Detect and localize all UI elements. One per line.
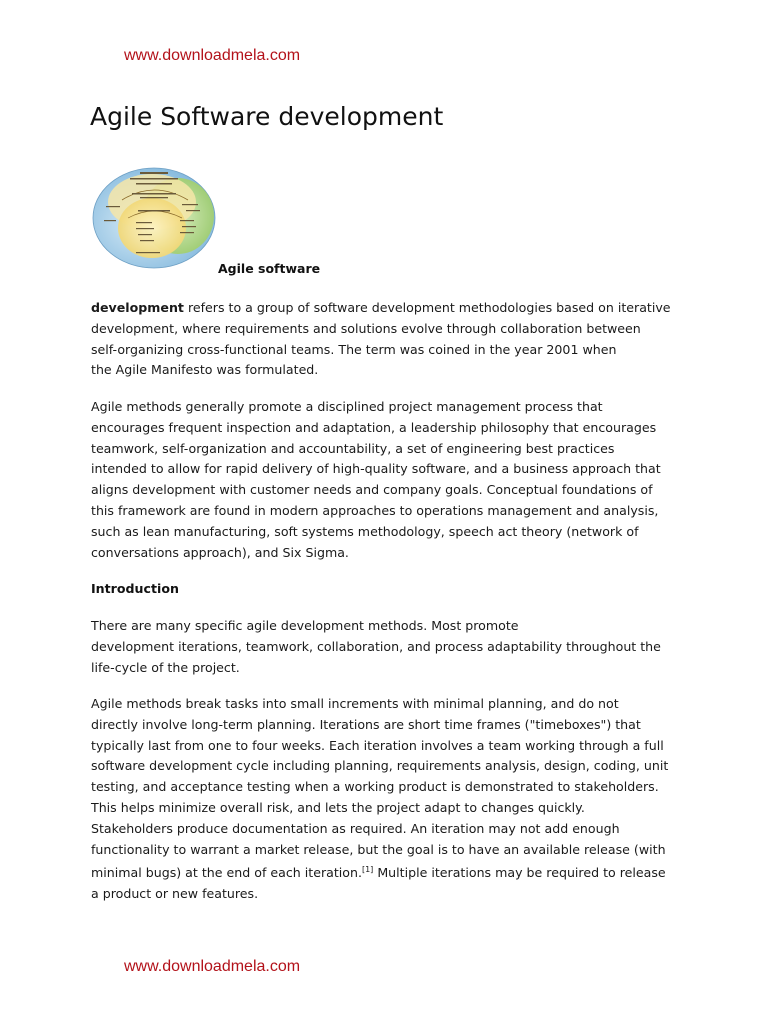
text-line: There are many specific agile development methods. Most promote	[91, 618, 519, 633]
text-line: Agile methods break tasks into small increments with minimal planning, and do not	[91, 696, 619, 711]
paragraph-methods	[91, 397, 681, 563]
text-line: conversations approach), and Six Sigma.	[91, 544, 349, 560]
footer-site-link[interactable]: www.downloadmela.com	[124, 958, 301, 975]
text-line: typically last from one to four weeks. Each iteration involves a team working through a full	[91, 737, 664, 753]
text-line: self-organizing cross-functional teams. The term was coined in the year 2001 when	[91, 341, 617, 357]
text-line: directly involve long-term planning. Iterations are short time frames ("timeboxes") that	[91, 716, 641, 732]
text-line: development, where requirements and solutions evolve through collaboration between	[91, 320, 641, 336]
text-line: Agile methods generally promote a disciplined project management process that	[91, 399, 603, 414]
text-line: aligns development with customer needs and company goals. Conceptual foundations of	[91, 482, 653, 498]
text-line: functionality to warrant a market release, but the goal is to have an available release (with	[91, 841, 666, 857]
text-line: development iterations, teamwork, collaboration, and process adaptability throughout the	[91, 638, 661, 654]
text-line: Stakeholders produce documentation as required. An iteration may not add enough	[91, 820, 620, 836]
text-line: life-cycle of the project.	[91, 659, 240, 675]
footnote-link[interactable]: [1]	[361, 865, 374, 875]
text-line: this framework are found in modern approaches to operations management and analysis,	[91, 502, 659, 518]
text-line: minimal bugs) at the end of each iteration.	[91, 865, 362, 881]
text-line: refers to a group of software development methodologies based on iterative	[183, 300, 671, 315]
paragraph-iterations	[91, 694, 681, 905]
text-line: a product or new features.	[91, 886, 259, 902]
defined-term: development	[91, 300, 184, 315]
text-line: software development cycle including planning, requirements analysis, design, coding, unit	[91, 758, 669, 774]
text-line: encourages frequent inspection and adaptation, a leadership philosophy that encourages	[91, 419, 657, 435]
agile-diagram-image	[92, 166, 216, 270]
text-line: This helps minimize overall risk, and lets the project adapt to changes quickly.	[91, 799, 585, 815]
text-line: the Agile Manifesto was formulated.	[91, 362, 319, 378]
text-line: intended to allow for rapid delivery of high-quality software, and a business approach that	[91, 461, 661, 477]
text-line: such as lean manufacturing, soft systems methodology, speech act theory (network of	[91, 523, 639, 539]
figure-caption: Agile software	[218, 261, 321, 276]
paragraph-intro	[91, 616, 681, 678]
text-line: Multiple iterations may be required to release	[373, 865, 666, 881]
introduction-heading: Introduction	[91, 581, 179, 596]
text-line: teamwork, self-organization and accountability, a set of engineering best practices	[91, 440, 615, 456]
header-site-link[interactable]: www.downloadmela.com	[124, 47, 301, 64]
paragraph-definition	[91, 298, 681, 381]
text-line: testing, and acceptance testing when a working product is demonstrated to stakeholders.	[91, 779, 659, 795]
page-title: Agile Software development	[90, 102, 444, 131]
